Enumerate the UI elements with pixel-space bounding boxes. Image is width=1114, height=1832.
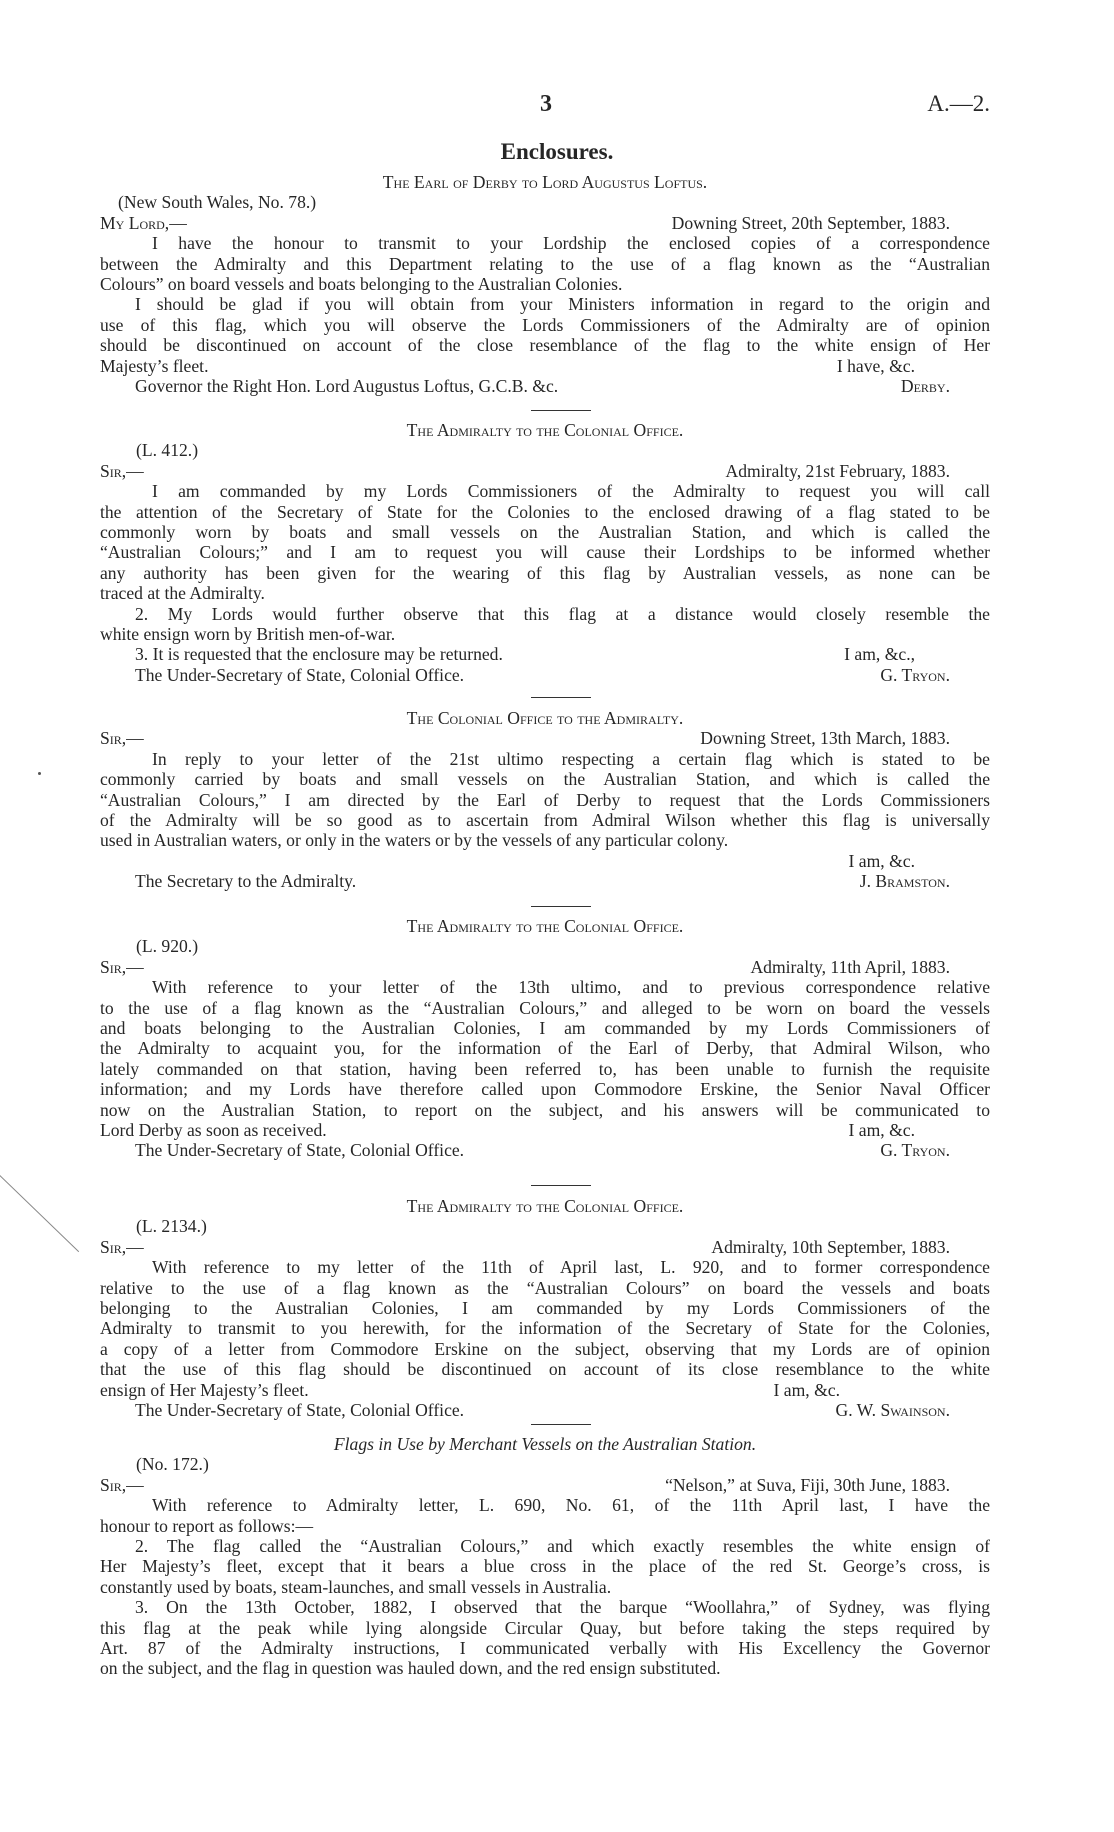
text-line: information; and my Lords have therefore called upon Commodore Erskine, the Senior Naval Officer xyxy=(100,1079,990,1100)
letter-heading: Flags in Use by Merchant Vessels on the Australian Station. xyxy=(333,1434,757,1454)
text-line: Her Majesty’s fleet, except that it bears a blue cross in the place of the red St. George’s cross, is xyxy=(100,1556,990,1577)
text-line: honour to report as follows:— xyxy=(100,1515,314,1536)
letter-closing: I am, &c. xyxy=(773,1379,840,1400)
margin-pencil-mark xyxy=(0,1175,79,1252)
text-line: should be discontinued on account of the close resemblance of the flag to the white ensign of Her xyxy=(100,335,990,356)
text-line: Colours” on board vessels and boats belonging to the Australian Colonies. xyxy=(100,273,623,294)
letter-dateline: Admiralty, 10th September, 1883. xyxy=(711,1236,950,1257)
text-line: constantly used by boats, steam-launches, and small vessels in Australia. xyxy=(100,1576,612,1597)
text-fragment: Majesty’s fleet. xyxy=(100,355,209,376)
text-line: I should be glad if you will obtain from your Ministers information in regard to the origin and xyxy=(135,294,990,315)
text-line: use of this flag, which you will observe the Lords Commissioners of the Admiralty are of opinion xyxy=(100,314,990,335)
letter-heading: The Admiralty to the Colonial Office. xyxy=(406,916,684,936)
text-line: white ensign worn by British men-of-war. xyxy=(100,623,396,644)
text-line: “Australian Colours,” I am directed by the Earl of Derby to request that the Lords Commissioners xyxy=(100,789,990,810)
text-line xyxy=(100,356,990,376)
letter-dateline: Downing Street, 13th March, 1883. xyxy=(700,728,950,749)
letter-addressee: The Under-Secretary of State, Colonial Office. xyxy=(135,1399,465,1420)
letter-addressee-line xyxy=(100,376,990,396)
text-line: In reply to your letter of the 21st ultimo respecting a certain flag which is stated to be xyxy=(152,748,990,769)
letter-colonial-office-march xyxy=(100,708,990,892)
text-line: and boats belonging to the Australian Colonies, I am commanded by my Lords Commissioners of xyxy=(100,1017,990,1038)
letter-addressee: The Under-Secretary of State, Colonial Office. xyxy=(135,664,465,685)
text-line: I have the honour to transmit to your Lordship the enclosed copies of a correspondence xyxy=(152,233,990,254)
separator-rule xyxy=(531,410,591,411)
separator-rule xyxy=(531,1424,591,1425)
text-line: any authority has been given for the wearing of this flag by Australian vessels, as none can be xyxy=(100,562,990,583)
text-line: between the Admiralty and this Department relating to the use of a flag known as the “Australian xyxy=(100,253,990,274)
text-fragment: Lord Derby as soon as received. xyxy=(100,1119,327,1140)
text-line: commonly worn by boats and small vessels on the Australian Station, and which is called the xyxy=(100,521,990,542)
letter-heading: The Colonial Office to the Admiralty. xyxy=(406,708,684,728)
text-line: the Admiralty to acquaint you, for the information of the Earl of Derby, that Admiral Wilson, who xyxy=(100,1038,990,1059)
salutation-text: Sir,— xyxy=(100,1474,144,1495)
text-line: a copy of a letter from Commodore Erskine on the subject, observing that my Lords are of opinion xyxy=(100,1338,990,1359)
salutation-text: Sir,— xyxy=(100,728,144,749)
letter-closing: I am, &c. xyxy=(848,1119,915,1140)
letter-salutation xyxy=(100,1237,990,1257)
text-fragment: 3. It is requested that the enclosure may be returned. xyxy=(135,644,503,665)
page-number: 3 xyxy=(540,91,552,117)
salutation-text: Sir,— xyxy=(100,1236,144,1257)
text-line: of the Admiralty will be so good as to ascertain from Admiral Wilson whether this flag is universally xyxy=(100,809,990,830)
letter-reference: (No. 172.) xyxy=(136,1454,209,1475)
text-line: the attention of the Secretary of State for the Colonies to the enclosed drawing of a flag stated to be xyxy=(100,501,990,522)
letter-salutation xyxy=(100,461,990,481)
text-line xyxy=(100,644,990,664)
text-line: “Australian Colours;” and I am to request you will cause their Lordships to be informed whether xyxy=(100,542,990,563)
letter-salutation xyxy=(100,1475,990,1495)
text-line: With reference to my letter of the 11th of April last, L. 920, and to former correspondence xyxy=(152,1257,990,1278)
text-line: With reference to your letter of the 13th ultimo, and to previous correspondence relative xyxy=(152,977,990,998)
separator-rule xyxy=(531,906,591,907)
letter-closing: I am, &c. xyxy=(848,850,915,871)
letter-addressee-line xyxy=(100,1140,990,1160)
letter-derby-to-loftus xyxy=(100,172,990,396)
text-line: 3. On the 13th October, 1882, I observed that the barque “Woollahra,” of Sydney, was flying xyxy=(135,1597,990,1618)
letter-admiralty-feb xyxy=(100,420,990,685)
separator-rule xyxy=(531,697,591,698)
salutation-text: My Lord,— xyxy=(100,212,187,233)
letter-admiralty-september xyxy=(100,1196,990,1420)
letter-dateline: “Nelson,” at Suva, Fiji, 30th June, 1883. xyxy=(665,1474,950,1495)
letter-commodore-report xyxy=(100,1434,990,1679)
letter-salutation xyxy=(100,728,990,748)
text-line: to the use of a flag known as the “Australian Colours,” and alleged to be worn on board the vessels xyxy=(100,997,990,1018)
letter-reference: (L. 412.) xyxy=(136,440,199,461)
text-line xyxy=(100,1380,990,1400)
letter-addressee: Governor the Right Hon. Lord Augustus Loftus, G.C.B. &c. xyxy=(135,375,559,396)
text-line: 2. The flag called the “Australian Colours,” and which exactly resembles the white ensign of xyxy=(135,1535,990,1556)
text-line: relative to the use of a flag known as the “Australian Colours” on board the vessels and boats xyxy=(100,1277,990,1298)
salutation-text: Sir,— xyxy=(100,956,144,977)
letter-heading: The Admiralty to the Colonial Office. xyxy=(406,420,684,440)
text-line: I am commanded by my Lords Commissioners of the Admiralty to request you will call xyxy=(152,481,990,502)
text-line: With reference to Admiralty letter, L. 690, No. 61, of the 11th April last, I have the xyxy=(152,1495,990,1516)
letter-reference: (L. 2134.) xyxy=(136,1216,207,1237)
letter-signature: G. Tryon. xyxy=(880,1140,950,1161)
text-line: used in Australian waters, or only in the waters or by the vessels of any particular colony. xyxy=(100,830,729,851)
closing-line xyxy=(100,851,990,871)
letter-signature: Derby. xyxy=(900,375,950,396)
letter-reference: (L. 920.) xyxy=(136,936,199,957)
letter-signature: G. Tryon. xyxy=(880,664,950,685)
letter-addressee: The Under-Secretary of State, Colonial Office. xyxy=(135,1140,465,1161)
letter-heading: The Earl of Derby to Lord Augustus Loftus. xyxy=(382,172,708,192)
section-title: Enclosures. xyxy=(500,139,614,164)
text-line: commonly carried by boats and small vessels on the Australian Station, and which is called the xyxy=(100,769,990,790)
letter-reference: (New South Wales, No. 78.) xyxy=(118,192,317,213)
letter-addressee-line xyxy=(100,1400,990,1420)
text-line: 2. My Lords would further observe that this flag at a distance would closely resemble the xyxy=(135,603,990,624)
text-line: that the use of this flag should be discontinued on account of its close resemblance to the white xyxy=(100,1359,990,1380)
letter-salutation xyxy=(100,957,990,977)
text-line: belonging to the Australian Colonies, I am commanded by my Lords Commissioners of the xyxy=(100,1297,990,1318)
text-fragment: ensign of Her Majesty’s fleet. xyxy=(100,1379,309,1400)
letter-heading: The Admiralty to the Colonial Office. xyxy=(406,1196,684,1216)
letter-dateline: Admiralty, 11th April, 1883. xyxy=(750,956,950,977)
text-line: now on the Australian Station, to report on the subject, and his answers will be communicated to xyxy=(100,1099,990,1120)
letter-signature: G. W. Swainson. xyxy=(835,1399,950,1420)
letter-signature: J. Bramston. xyxy=(859,871,950,892)
salutation-text: Sir,— xyxy=(100,460,144,481)
letter-addressee: The Secretary to the Admiralty. xyxy=(135,871,357,892)
text-line: lately commanded on that station, having been referred to, has been unable to furnish the requisite xyxy=(100,1058,990,1079)
margin-dot xyxy=(38,772,41,775)
letter-addressee-line xyxy=(100,665,990,685)
letter-dateline: Downing Street, 20th September, 1883. xyxy=(671,212,950,233)
letter-admiralty-april xyxy=(100,916,990,1161)
letter-dateline: Admiralty, 21st February, 1883. xyxy=(725,460,950,481)
text-line: Art. 87 of the Admiralty instructions, I communicated verbally with His Excellency the Governor xyxy=(100,1637,990,1658)
letter-addressee-line xyxy=(100,871,990,891)
letter-salutation xyxy=(100,213,990,233)
paper-reference: A.—2. xyxy=(927,91,990,116)
text-line: traced at the Admiralty. xyxy=(100,583,265,604)
separator-rule xyxy=(531,1185,591,1186)
text-line: this flag at the peak while lying alongside Circular Quay, but before taking the steps required by xyxy=(100,1617,990,1638)
letter-closing: I am, &c., xyxy=(844,644,915,665)
text-line: Admiralty to transmit to you herewith, for the information of the Secretary of State for the Colonies, xyxy=(100,1318,990,1339)
letter-closing: I have, &c. xyxy=(836,355,915,376)
text-line xyxy=(100,1120,990,1140)
text-line: on the subject, and the flag in question was hauled down, and the red ensign substituted. xyxy=(100,1658,721,1679)
